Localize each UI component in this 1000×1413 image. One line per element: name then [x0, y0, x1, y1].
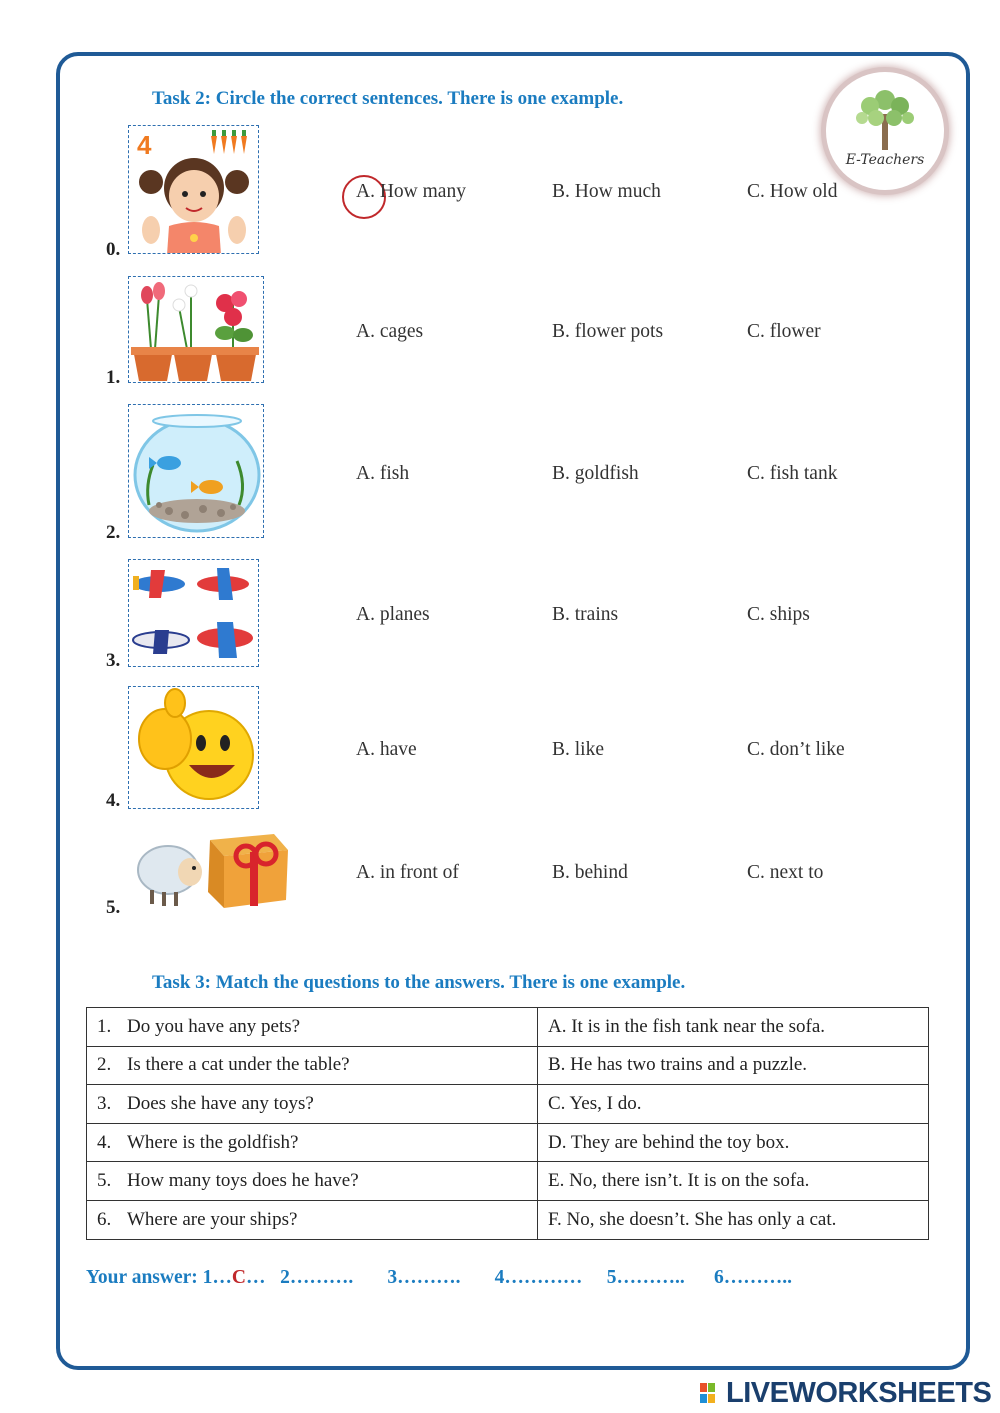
answer-blanks[interactable]: … 2………. 3………. 4………… 5……….. 6……….. [245, 1267, 792, 1288]
question-number: 5. [97, 1170, 112, 1192]
table-row [87, 1200, 929, 1239]
item-number: 0. [106, 239, 121, 260]
sheep-and-box-icon [128, 830, 294, 910]
question-cell [87, 1008, 538, 1047]
task2-title: Task 2: Circle the correct sentences. There is one example. [152, 88, 624, 109]
question-cell [87, 1162, 538, 1201]
question-text: Is there a cat under the table? [127, 1054, 350, 1076]
liveworksheets-logo-icon [700, 1381, 724, 1405]
picture-fish-tank [128, 404, 264, 538]
table-row [87, 1008, 929, 1047]
question-cell [87, 1200, 538, 1239]
table-row [87, 1085, 929, 1124]
item-number: 4. [106, 790, 121, 811]
question-text: How many toys does he have? [127, 1170, 359, 1192]
option-b[interactable]: B. flower pots [552, 321, 664, 342]
answer-example: C [231, 1267, 246, 1288]
question-cell [87, 1085, 538, 1124]
option-c[interactable]: C. How old [747, 181, 838, 202]
answer-cell: F. No, she doesn’t. She has only a cat. [538, 1200, 929, 1239]
question-text: Where is the goldfish? [127, 1131, 299, 1153]
fish-tank-icon [129, 405, 264, 538]
brand-text: LIVEWORKSHEETS [726, 1376, 992, 1409]
option-b[interactable]: B. behind [552, 862, 628, 883]
tree-icon [826, 72, 944, 190]
option-a[interactable]: A. in front of [356, 862, 459, 883]
answer-cell: E. No, there isn’t. It is on the sofa. [538, 1162, 929, 1201]
table-row [87, 1123, 929, 1162]
task3-title: Task 3: Match the questions to the answers. There is one example. [152, 972, 686, 993]
item-number: 1. [106, 367, 121, 388]
option-c[interactable]: C. ships [747, 604, 810, 625]
option-b[interactable]: B. trains [552, 604, 619, 625]
option-c[interactable]: C. flower [747, 321, 821, 342]
table-row [87, 1046, 929, 1085]
item-number: 3. [106, 650, 121, 671]
option-a[interactable]: A. How many [356, 181, 466, 202]
picture-toy-planes [128, 559, 259, 667]
option-b[interactable]: B. goldfish [552, 463, 639, 484]
question-number: 4. [97, 1131, 112, 1153]
picture-thumbs-up-emoji [128, 686, 259, 809]
table-row [87, 1162, 929, 1201]
svg-text:4: 4 [137, 130, 152, 160]
answer-cell: B. He has two trains and a puzzle. [538, 1046, 929, 1085]
answer-line[interactable] [86, 1267, 792, 1289]
picture-sheep-gift-box [128, 830, 294, 910]
option-a[interactable]: A. have [356, 739, 417, 760]
option-c[interactable]: C. next to [747, 862, 824, 883]
option-c[interactable]: C. fish tank [747, 463, 838, 484]
answer-cell: C. Yes, I do. [538, 1085, 929, 1124]
option-a[interactable]: A. cages [356, 321, 424, 342]
answer-cell: A. It is in the fish tank near the sofa. [538, 1008, 929, 1047]
logo-text: E-Teachers [845, 152, 925, 168]
thumbs-up-emoji-icon [129, 687, 259, 809]
question-number: 2. [97, 1054, 112, 1076]
planes-icon [129, 560, 259, 667]
option-a[interactable]: A. planes [356, 604, 430, 625]
flower-pots-icon [129, 277, 264, 383]
option-a[interactable]: A. fish [356, 463, 410, 484]
answer-prefix: Your answer: 1… [86, 1267, 232, 1288]
option-c[interactable]: C. don’t like [747, 739, 845, 760]
liveworksheets-brand [700, 1376, 991, 1410]
question-number: 3. [97, 1092, 112, 1114]
question-number: 6. [97, 1208, 112, 1230]
question-cell [87, 1123, 538, 1162]
item-number: 5. [106, 897, 121, 918]
answer-cell: D. They are behind the toy box. [538, 1123, 929, 1162]
question-text: Do you have any pets? [127, 1015, 301, 1037]
question-text: Where are your ships? [127, 1208, 298, 1230]
option-b[interactable]: B. How much [552, 181, 661, 202]
e-teachers-logo [826, 72, 944, 190]
question-cell [87, 1046, 538, 1085]
girl-icon [129, 126, 259, 254]
option-b[interactable]: B. like [552, 739, 604, 760]
picture-girl-carrots [128, 125, 259, 254]
match-table [86, 1007, 929, 1240]
picture-flower-pots [128, 276, 264, 383]
question-text: Does she have any toys? [127, 1092, 314, 1114]
item-number: 2. [106, 522, 121, 543]
question-number: 1. [97, 1015, 112, 1037]
